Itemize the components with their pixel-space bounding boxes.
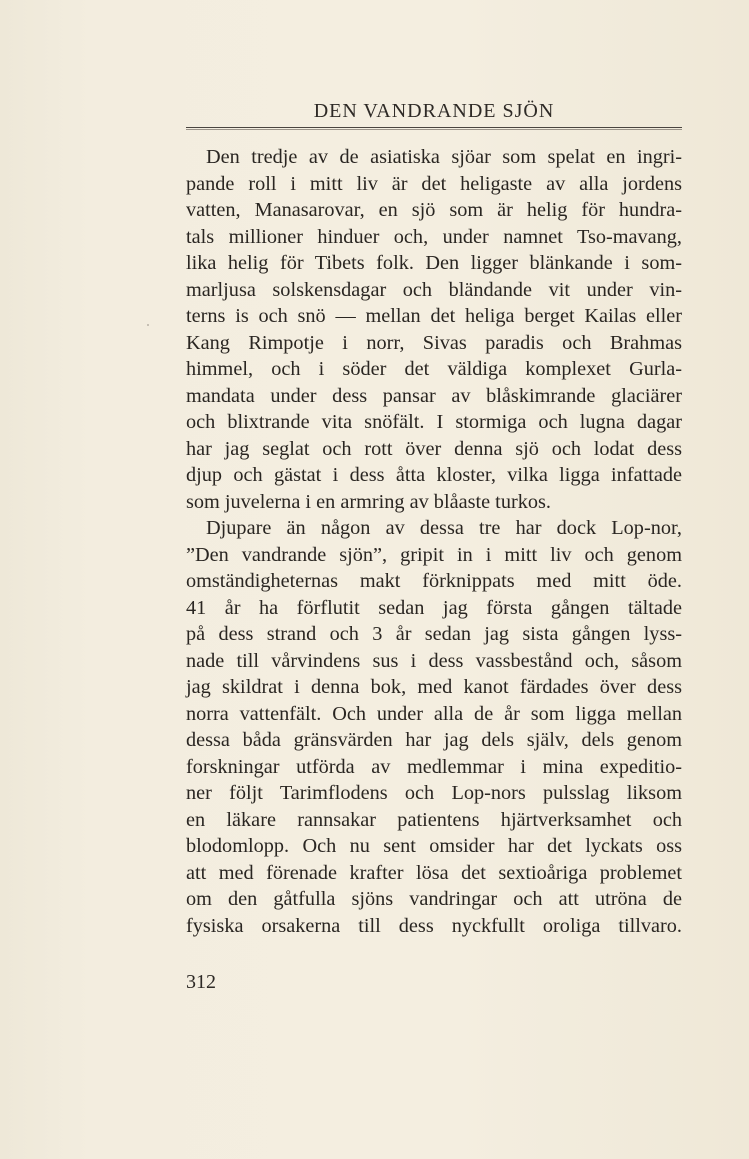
text-line: blodomlopp. Och nu sent omsider har det lyckats oss bbox=[186, 835, 682, 857]
text-line: ”Den vandrande sjön”, gripit in i mitt liv och genom bbox=[186, 543, 682, 566]
text-line: tals millioner hinduer och, under namnet Tso-mavang, bbox=[186, 225, 682, 248]
text-line: Den tredje av de asiatiska sjöar som spelat en ingri- bbox=[206, 146, 682, 168]
header-rule bbox=[186, 127, 682, 128]
text-line: att med förenade krafter lösa det sextioåriga problemet bbox=[186, 861, 682, 884]
text-line: norra vattenfält. Och under alla de år som ligga mellan bbox=[186, 702, 682, 725]
paper-speck bbox=[147, 324, 149, 326]
text-line: ner följt Tarimflodens och Lop-nors pulsslag liksom bbox=[186, 782, 682, 804]
body-text bbox=[186, 144, 682, 939]
text-line: jag skildrat i denna bok, med kanot färdades över dess bbox=[186, 676, 682, 698]
running-head: DEN VANDRANDE SJÖN bbox=[313, 100, 555, 122]
text-line: fysiska orsakerna till dess nyckfullt oroliga tillvaro. bbox=[186, 914, 682, 937]
text-line: om den gåtfulla sjöns vandringar och att utröna de bbox=[186, 888, 682, 910]
text-line: nade till vårvindens sus i dess vassbestånd och, såsom bbox=[186, 649, 682, 672]
text-line: Kang Rimpotje i norr, Sivas paradis och Brahmas bbox=[186, 331, 682, 354]
page-number: 312 bbox=[186, 971, 216, 993]
text-line: omständigheternas makt förknippats med mitt öde. bbox=[186, 570, 682, 592]
text-line: som juvelerna i en armring av blåaste turkos. bbox=[186, 490, 551, 513]
text-line: dessa båda gränsvärden har jag dels själv, dels genom bbox=[186, 729, 682, 751]
text-line: 41 år ha förflutit sedan jag första gången tältade bbox=[186, 596, 682, 619]
header-rule-shadow bbox=[186, 129, 682, 130]
text-line: en läkare rannsakar patientens hjärtverksamhet och bbox=[186, 808, 682, 831]
text-line: har jag seglat och rott över denna sjö och lodat dess bbox=[186, 437, 682, 460]
text-line: himmel, och i söder det väldiga komplexet Gurla- bbox=[186, 358, 682, 380]
text-line: djup och gästat i dess åtta kloster, vilka ligga infattade bbox=[186, 464, 682, 486]
text-line: pande roll i mitt liv är det heligaste av alla jordens bbox=[186, 172, 682, 195]
text-line: lika helig för Tibets folk. Den ligger blänkande i som- bbox=[186, 252, 682, 274]
text-line: och blixtrande vita snöfält. I stormiga och lugna dagar bbox=[186, 411, 682, 433]
text-line: forskningar utförda av medlemmar i mina expeditio- bbox=[186, 755, 682, 778]
text-line: Djupare än någon av dessa tre har dock Lop-nor, bbox=[206, 517, 682, 539]
text-line: mandata under dess pansar av blåskimrande glaciärer bbox=[186, 384, 682, 407]
text-line: vatten, Manasarovar, en sjö som är helig för hundra- bbox=[186, 199, 682, 221]
text-line: terns is och snö — mellan det heliga berget Kailas eller bbox=[186, 305, 682, 327]
text-line: på dess strand och 3 år sedan jag sista gången lyss- bbox=[186, 623, 682, 645]
text-line: marljusa solskensdagar och bländande vit under vin- bbox=[186, 278, 682, 301]
